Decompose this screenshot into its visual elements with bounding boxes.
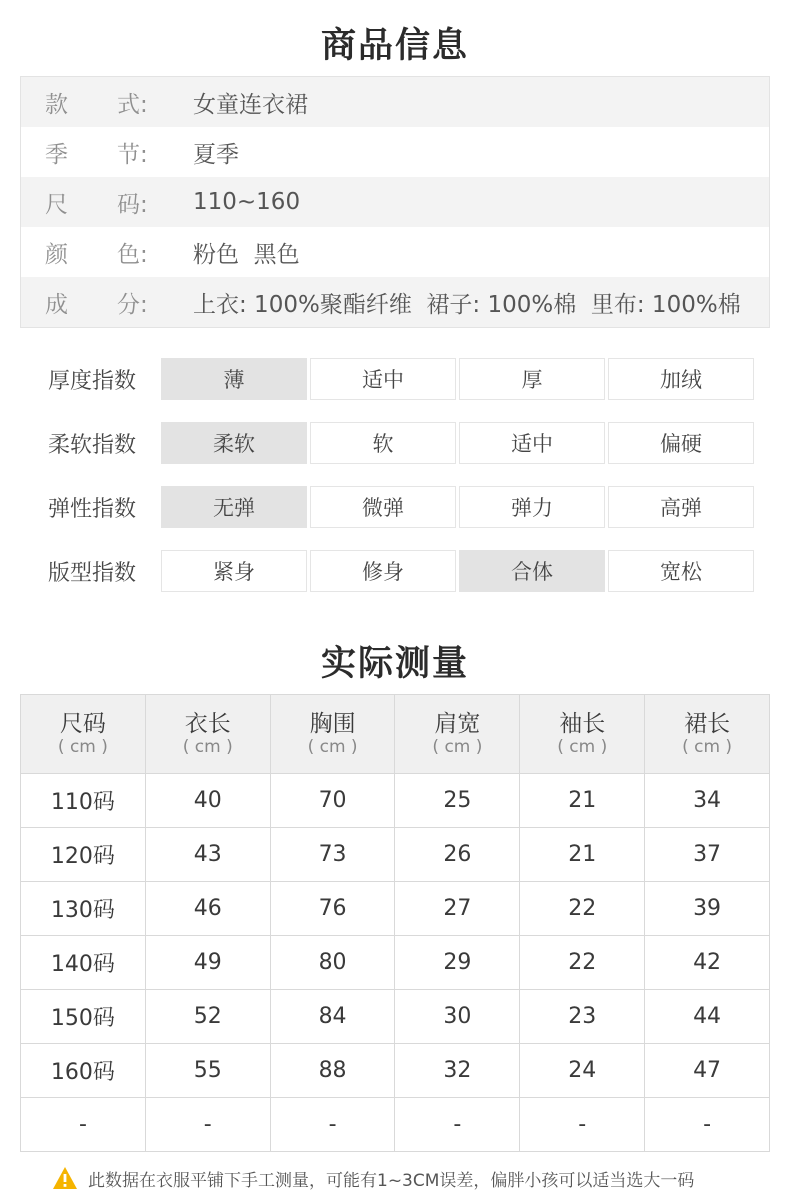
table-cell: 150码 — [21, 990, 146, 1044]
info-row-material — [21, 277, 769, 327]
info-value: 粉色 黑色 — [193, 241, 300, 268]
table-cell: 80 — [270, 936, 395, 990]
table-cell: 84 — [270, 990, 395, 1044]
table-cell: 24 — [520, 1044, 645, 1098]
index-option: 宽松 — [608, 550, 754, 592]
index-option: 适中 — [310, 358, 456, 400]
table-cell: 140码 — [21, 936, 146, 990]
column-header-unit: ( cm ) — [57, 737, 108, 757]
info-label-b: 码: — [117, 191, 148, 218]
column-header — [395, 695, 520, 774]
index-option: 修身 — [310, 550, 456, 592]
table-cell: 34 — [645, 774, 770, 828]
index-option: 微弹 — [310, 486, 456, 528]
info-value: 上衣: 100%聚酯纤维 裙子: 100%棉 里布: 100%棉 — [193, 291, 741, 318]
note-text: 此数据在衣服平铺下手工测量，可能有1~3CM误差，偏胖小孩可以适当选大一码 — [88, 1170, 695, 1191]
table-cell: 22 — [520, 882, 645, 936]
column-header — [520, 695, 645, 774]
table-header-row — [21, 695, 770, 774]
column-header-unit: ( cm ) — [182, 737, 233, 757]
measurement-table — [20, 694, 770, 1152]
table-cell: 32 — [395, 1044, 520, 1098]
table-cell: 39 — [645, 882, 770, 936]
product-info-table — [20, 76, 770, 328]
table-cell: - — [145, 1098, 270, 1152]
column-header — [270, 695, 395, 774]
info-label-a: 成 — [45, 291, 68, 318]
index-option: 加绒 — [608, 358, 754, 400]
table-cell: 30 — [395, 990, 520, 1044]
info-row-style — [21, 77, 769, 127]
index-option: 紧身 — [161, 550, 307, 592]
measurement-title: 实际测量 — [320, 644, 469, 684]
index-option: 合体 — [459, 550, 605, 592]
table-cell: 44 — [645, 990, 770, 1044]
table-row — [21, 828, 770, 882]
info-label-b: 分: — [117, 291, 148, 318]
product-info-title: 商品信息 — [320, 26, 469, 66]
table-row — [21, 936, 770, 990]
index-option: 无弹 — [161, 486, 307, 528]
info-label-a: 颜 — [45, 241, 68, 268]
column-header-unit: ( cm ) — [557, 737, 608, 757]
table-row — [21, 774, 770, 828]
table-cell: - — [270, 1098, 395, 1152]
info-value: 夏季 — [193, 141, 239, 168]
table-cell: 29 — [395, 936, 520, 990]
table-cell: 55 — [145, 1044, 270, 1098]
index-row-thickness — [20, 357, 770, 401]
measurement-note — [52, 1163, 694, 1193]
info-label-b: 式: — [117, 91, 148, 118]
column-header-name: 袖长 — [559, 711, 606, 737]
index-row-softness — [20, 421, 770, 465]
table-cell: 27 — [395, 882, 520, 936]
table-cell: 23 — [520, 990, 645, 1044]
info-label-b: 色: — [117, 241, 148, 268]
index-option: 厚 — [459, 358, 605, 400]
index-option: 偏硬 — [608, 422, 754, 464]
table-cell: 21 — [520, 828, 645, 882]
table-cell: - — [520, 1098, 645, 1152]
info-label-b: 节: — [117, 141, 148, 168]
info-label — [21, 136, 169, 169]
index-label: 弹性指数 — [48, 496, 137, 522]
table-cell: 25 — [395, 774, 520, 828]
table-cell: 130码 — [21, 882, 146, 936]
table-row — [21, 1044, 770, 1098]
info-label — [21, 86, 169, 119]
column-header-name: 尺码 — [59, 711, 106, 737]
index-option: 弹力 — [459, 486, 605, 528]
table-cell: 49 — [145, 936, 270, 990]
index-option: 软 — [310, 422, 456, 464]
warning-icon — [52, 1166, 78, 1190]
table-cell: 40 — [145, 774, 270, 828]
info-label-a: 款 — [45, 91, 68, 118]
table-cell: 46 — [145, 882, 270, 936]
info-label — [21, 236, 169, 269]
column-header-name: 肩宽 — [434, 711, 481, 737]
table-cell: 110码 — [21, 774, 146, 828]
table-row — [21, 882, 770, 936]
column-header-unit: ( cm ) — [307, 737, 358, 757]
table-cell: 70 — [270, 774, 395, 828]
table-cell: - — [21, 1098, 146, 1152]
index-option: 柔软 — [161, 422, 307, 464]
table-cell: 21 — [520, 774, 645, 828]
table-cell: 76 — [270, 882, 395, 936]
column-header-unit: ( cm ) — [682, 737, 733, 757]
index-label: 厚度指数 — [48, 368, 137, 394]
index-label: 版型指数 — [48, 560, 137, 586]
info-label — [21, 186, 169, 219]
table-cell: 52 — [145, 990, 270, 1044]
info-label-a: 季 — [45, 141, 68, 168]
index-option: 薄 — [161, 358, 307, 400]
column-header — [21, 695, 146, 774]
info-label-a: 尺 — [45, 191, 68, 218]
table-cell: 88 — [270, 1044, 395, 1098]
index-label: 柔软指数 — [48, 432, 137, 458]
table-cell: 73 — [270, 828, 395, 882]
info-label — [21, 286, 169, 319]
index-option: 高弹 — [608, 486, 754, 528]
column-header-unit: ( cm ) — [432, 737, 483, 757]
table-cell: - — [645, 1098, 770, 1152]
table-cell: 22 — [520, 936, 645, 990]
table-cell: 42 — [645, 936, 770, 990]
column-header-name: 胸围 — [309, 711, 356, 737]
table-row — [21, 1098, 770, 1152]
table-cell: 43 — [145, 828, 270, 882]
index-row-fit — [20, 549, 770, 593]
table-row — [21, 990, 770, 1044]
column-header — [145, 695, 270, 774]
info-value: 110~160 — [193, 189, 301, 215]
table-cell: 160码 — [21, 1044, 146, 1098]
table-cell: 26 — [395, 828, 520, 882]
index-row-elasticity — [20, 485, 770, 529]
info-row-color — [21, 227, 769, 277]
table-cell: 47 — [645, 1044, 770, 1098]
info-value: 女童连衣裙 — [193, 91, 308, 118]
index-option: 适中 — [459, 422, 605, 464]
column-header-name: 裙长 — [684, 711, 731, 737]
table-cell: 37 — [645, 828, 770, 882]
column-header — [645, 695, 770, 774]
table-cell: - — [395, 1098, 520, 1152]
column-header-name: 衣长 — [184, 711, 231, 737]
table-cell: 120码 — [21, 828, 146, 882]
info-row-size — [21, 177, 769, 227]
info-row-season — [21, 127, 769, 177]
